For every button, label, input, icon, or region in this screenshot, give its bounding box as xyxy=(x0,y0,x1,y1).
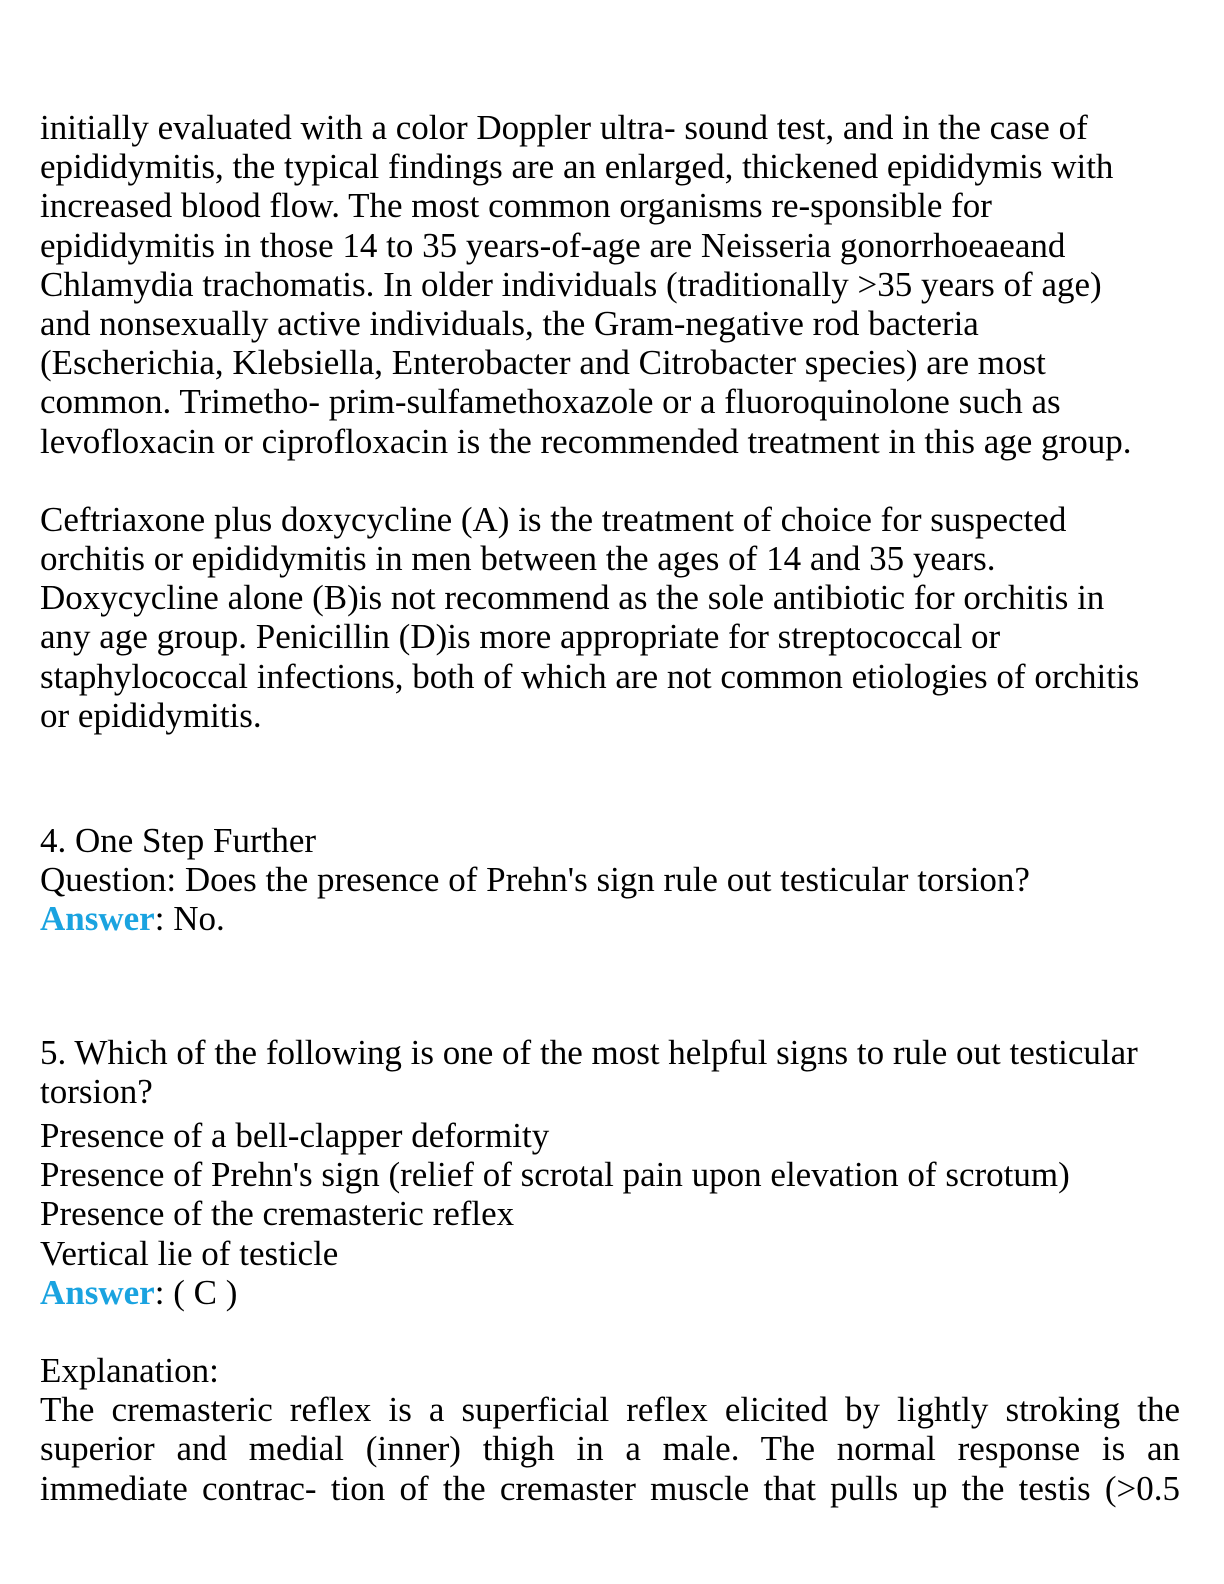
text-line: or epididymitis. xyxy=(40,695,262,735)
spacer xyxy=(40,735,1180,821)
question-text: 5. Which of the following is one of the most helpful signs to rule out testicular xyxy=(40,1032,1138,1072)
option-d: Vertical lie of testicle xyxy=(40,1233,339,1273)
text-line: common. Trimetho- prim-sulfamethoxazole or a fluoroquinolone such as xyxy=(40,382,1061,422)
spacer xyxy=(40,939,1180,1033)
text-line: increased blood flow. The most common organisms re-sponsible for xyxy=(40,186,992,226)
text-line: Doxycycline alone (B)is not recommend as the sole antibiotic for orchitis in xyxy=(40,578,1105,618)
explanation-body xyxy=(40,1390,1180,1508)
intro-paragraph xyxy=(40,108,1180,461)
explanation xyxy=(40,1351,1180,1508)
question-text: Question: Does the presence of Prehn's sign rule out testicular torsion? xyxy=(40,860,1030,900)
text-line: epididymitis, the typical findings are an enlarged, thickened epididymis with xyxy=(40,147,1114,187)
text-line: any age group. Penicillin (D)is more appropriate for streptococcal or xyxy=(40,617,1001,657)
text-line: levofloxacin or ciprofloxacin is the recommended treatment in this age group. xyxy=(40,421,1132,461)
answer-text: : No. xyxy=(154,899,225,939)
text-line: immediate contrac- tion of the cremaster muscle that pulls up the testis (>0.5 xyxy=(40,1468,1180,1508)
text-line: orchitis or epididymitis in men between the ages of 14 and 35 years. xyxy=(40,539,996,579)
answer-label: Answer xyxy=(40,1272,155,1312)
section-4 xyxy=(40,821,1180,939)
section-5 xyxy=(40,1033,1180,1312)
option-b: Presence of Prehn's sign (relief of scrotal pain upon elevation of scrotum) xyxy=(40,1155,1070,1195)
text-line: Chlamydia trachomatis. In older individuals (traditionally >35 years of age) xyxy=(40,264,1102,304)
answer-text: : ( C ) xyxy=(154,1272,238,1312)
text-line: (Escherichia, Klebsiella, Enterobacter and Citrobacter species) are most xyxy=(40,343,1046,383)
explanation-heading: Explanation: xyxy=(40,1351,219,1391)
treatment-paragraph xyxy=(40,500,1180,735)
answer-label: Answer xyxy=(40,899,155,939)
text-line: superior and medial (inner) thigh in a male. The normal response is an xyxy=(40,1429,1180,1469)
answer-line xyxy=(40,899,1180,938)
option-a: Presence of a bell-clapper deformity xyxy=(40,1116,550,1156)
text-line: epididymitis in those 14 to 35 years-of-age are Neisseria gonorrhoeaeand xyxy=(40,225,1066,265)
text-line: staphylococcal infections, both of which are not common etiologies of orchitis xyxy=(40,656,1140,696)
option-c: Presence of the cremasteric reflex xyxy=(40,1194,515,1234)
section-heading: 4. One Step Further xyxy=(40,821,317,861)
answer-line xyxy=(40,1273,1180,1312)
text-line: The cremasteric reflex is a superficial reflex elicited by lightly stroking the xyxy=(40,1390,1180,1430)
spacer xyxy=(40,461,1180,500)
document-page xyxy=(40,108,1180,1508)
text-line: initially evaluated with a color Doppler ultra- sound test, and in the case of xyxy=(40,108,1088,147)
question-text: torsion? xyxy=(40,1071,153,1111)
text-line: and nonsexually active individuals, the Gram-negative rod bacteria xyxy=(40,304,979,344)
text-line: Ceftriaxone plus doxycycline (A) is the treatment of choice for suspected xyxy=(40,499,1067,539)
spacer xyxy=(40,1312,1180,1351)
